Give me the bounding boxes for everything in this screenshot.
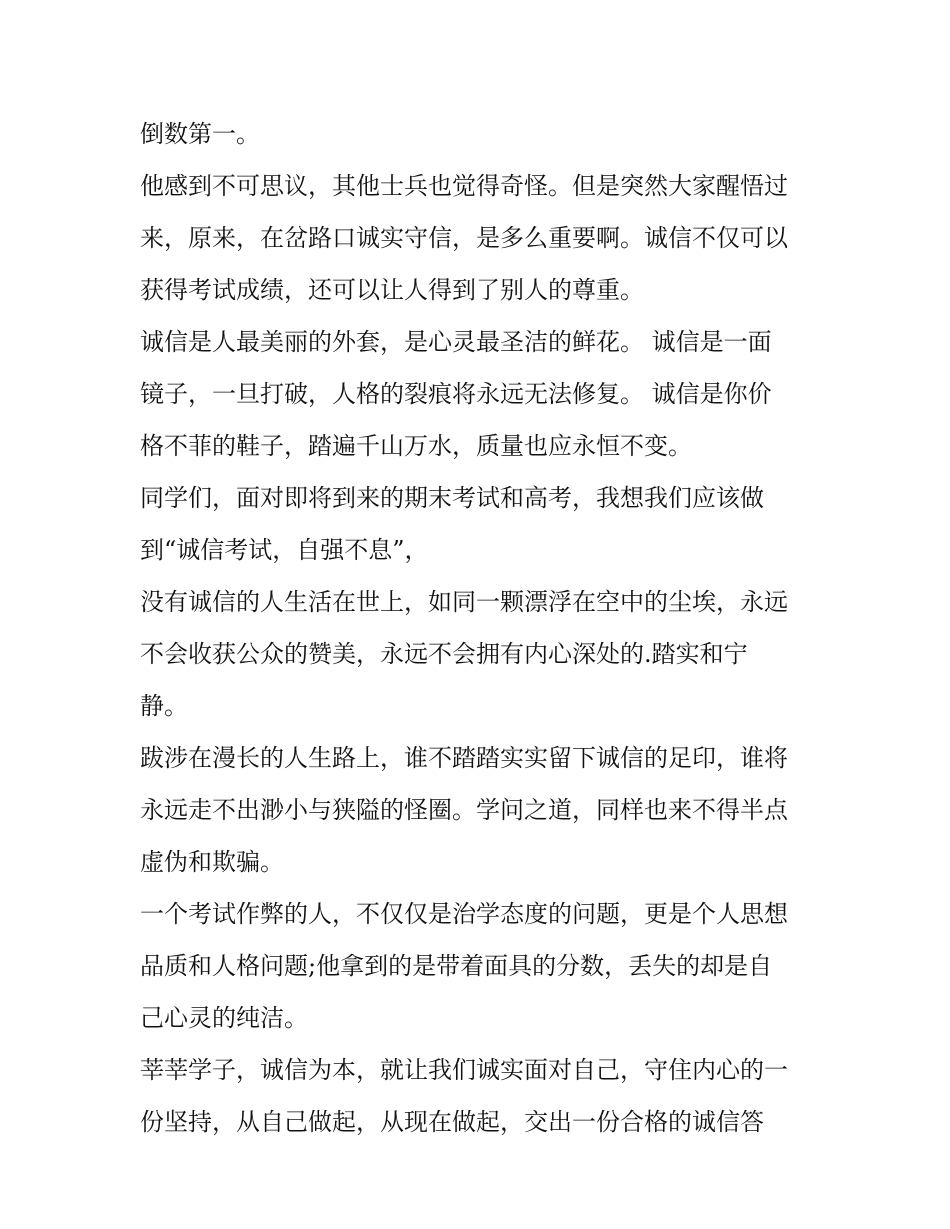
text-line: 到“诚信考试，自强不息”， <box>140 536 429 564</box>
text-line: 同学们，面对即将到来的期末考试和高考，我想我们应该做 <box>140 484 764 512</box>
text-line: 己心灵的纯洁。 <box>140 1004 308 1032</box>
text-line: 获得考试成绩，还可以让人得到了别人的尊重。 <box>140 276 644 304</box>
document-body <box>140 108 820 1148</box>
text-line: 没有诚信的人生活在世上，如同一颗漂浮在空中的尘埃，永远 <box>140 588 788 616</box>
text-line: 永远走不出渺小与狭隘的怪圈。学问之道，同样也来不得半点 <box>140 796 788 824</box>
text-line: 不会收获公众的赞美，永远不会拥有内心深处的.踏实和宁 <box>140 640 748 668</box>
text-line: 格不菲的鞋子，踏遍千山万水，质量也应永恒不变。 <box>140 432 692 460</box>
text-line: 品质和人格问题;他拿到的是带着面具的分数，丢失的却是自 <box>140 952 773 980</box>
text-line: 倒数第一。 <box>140 120 260 148</box>
text-line: 跋涉在漫长的人生路上，谁不踏踏实实留下诚信的足印，谁将 <box>140 744 788 772</box>
text-line: 份坚持，从自己做起，从现在做起，交出一份合格的诚信答 <box>140 1108 764 1136</box>
text-line: 虚伪和欺骗。 <box>140 848 284 876</box>
text-line: 来，原来，在岔路口诚实守信，是多么重要啊。诚信不仅可以 <box>140 224 788 252</box>
text-line: 诚信是人最美丽的外套，是心灵最圣洁的鲜花。 诚信是一面 <box>140 328 772 356</box>
text-line: 他感到不可思议，其他士兵也觉得奇怪。但是突然大家醒悟过 <box>140 172 788 200</box>
text-line: 镜子，一旦打破，人格的裂痕将永远无法修复。 诚信是你价 <box>140 380 772 408</box>
text-line: 一个考试作弊的人，不仅仅是治学态度的问题，更是个人思想 <box>140 900 788 928</box>
text-line: 静。 <box>140 692 188 720</box>
text-line: 莘莘学子，诚信为本，就让我们诚实面对自己，守住内心的一 <box>140 1056 788 1084</box>
